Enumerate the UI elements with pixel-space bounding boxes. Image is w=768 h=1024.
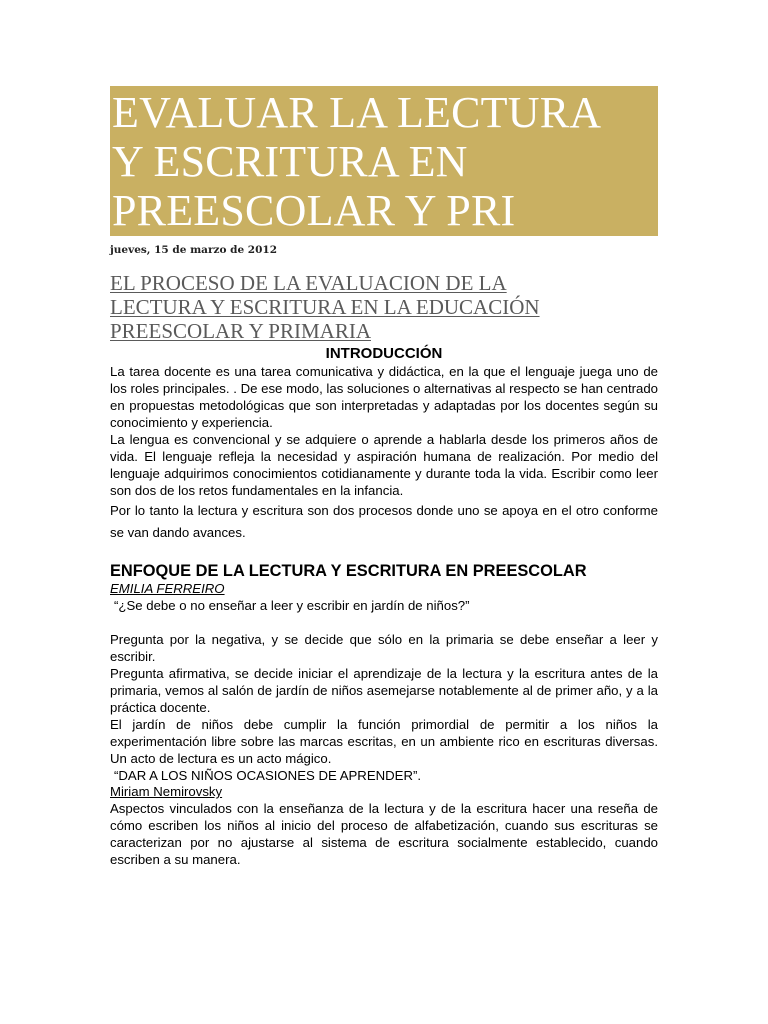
document-page	[110, 86, 658, 868]
author-ferreiro: EMILIA FERREIRO	[110, 581, 225, 596]
enfoque-paragraph-4: Aspectos vinculados con la enseñanza de la lectura y de la escritura hacer una reseña de cómo escriben los niños al inicio del proceso de alfabetización, cuando sus escrituras se caracterizan por no ajustarse al sistema de escritura socialmente establecido, cuando escriben a su manera.	[110, 801, 658, 867]
enfoque-paragraph-2: Pregunta afirmativa, se decide iniciar el aprendizaje de la lectura y la escritura antes de la primaria, vemos al salón de jardín de niños asemejarse notablemente al de primer año, y a la práctica docente.	[110, 666, 658, 715]
post-date: jueves, 15 de marzo de 2012	[110, 244, 278, 256]
intro-paragraph-1: La tarea docente es una tarea comunicativa y didáctica, en la que el lenguaje juega uno de los roles principales. . De ese modo, las soluciones o alternativas al respecto se han centrado en propuestas metodológicas que son interpretadas y adaptadas por los docentes según su conocimiento y experiencia.	[110, 364, 658, 430]
intro-heading: INTRODUCCIÓN	[325, 345, 443, 362]
author-nemirovsky: Miriam Nemirovsky	[110, 784, 223, 799]
enfoque-paragraph-3: El jardín de niños debe cumplir la función primordial de permitir a los niños la experimentación libre sobre las marcas escritas, en un ambiente rico en escrituras diversas. Un acto de lectura es un acto mágico.	[110, 717, 658, 766]
title-line-1: EVALUAR LA LECTURA	[112, 88, 602, 137]
page-title	[112, 88, 658, 235]
subtitle-line-3: PREESCOLAR Y PRIMARIA	[110, 319, 371, 343]
spacer	[110, 614, 658, 631]
enfoque-paragraph-1: Pregunta por la negativa, y se decide que sólo en la primaria se debe enseñar a leer y escribir.	[110, 632, 658, 664]
title-line-2: Y ESCRITURA EN	[112, 137, 468, 186]
article-subtitle	[110, 271, 658, 343]
quote-ferreiro: “¿Se debe o no enseñar a leer y escribir en jardín de niños?”	[114, 598, 470, 613]
intro-paragraph-3: Por lo tanto la lectura y escritura son dos procesos donde uno se apoya en el otro conforme se van dando avances.	[110, 503, 658, 540]
subtitle-line-2: LECTURA Y ESCRITURA EN LA EDUCACIÓN	[110, 295, 540, 319]
quote-ocasiones: “DAR A LOS NIÑOS OCASIONES DE APRENDER”.	[114, 768, 422, 783]
intro-paragraph-2: La lengua es convencional y se adquiere o aprende a hablarla desde los primeros años de vida. El lenguaje refleja la necesidad y aspiración humana de realización. Por medio del lenguaje adquirimos conocimientos cotidianamente y durante toda la vida. Escribir como leer son dos de los retos fundamentales en la infancia.	[110, 432, 658, 498]
title-banner	[110, 86, 658, 236]
title-line-3: PREESCOLAR Y PRI	[112, 186, 516, 235]
enfoque-heading: ENFOQUE DE LA LECTURA Y ESCRITURA EN PREESCOLAR	[110, 562, 587, 580]
subtitle-line-1: EL PROCESO DE LA EVALUACION DE LA	[110, 271, 507, 295]
